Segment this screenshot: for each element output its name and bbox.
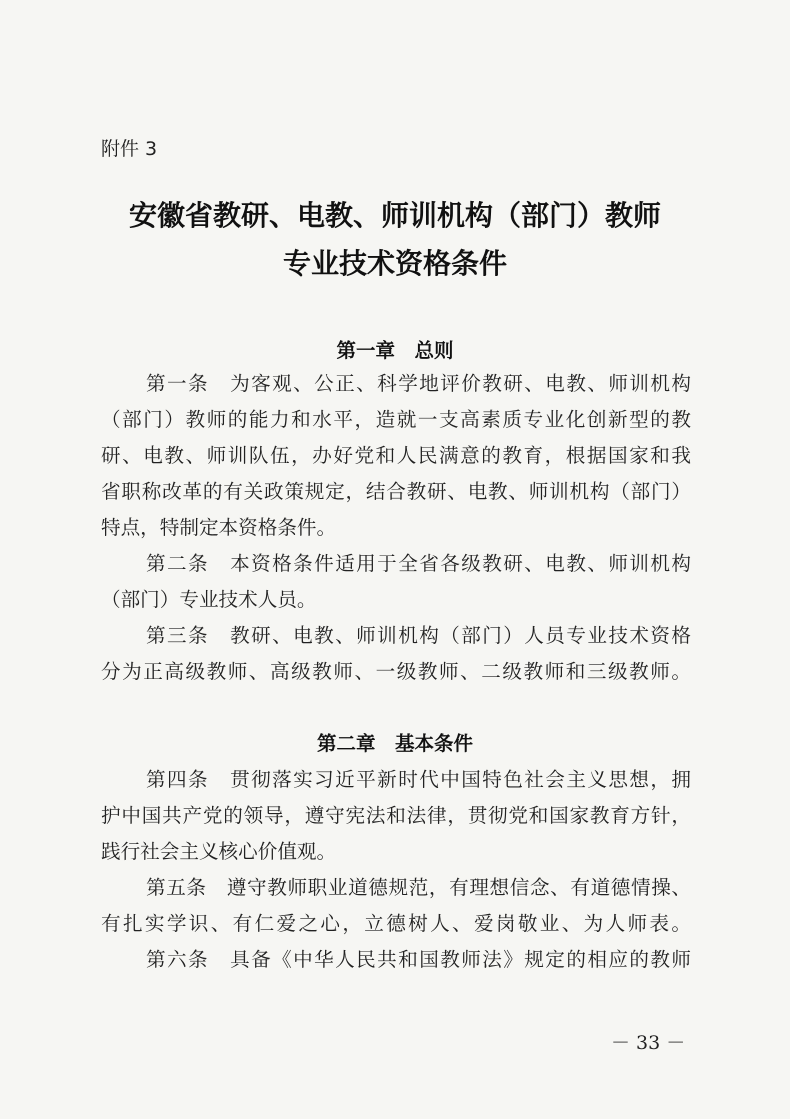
document-title-line-1: 安徽省教研、电教、师训机构（部门）教师: [128, 199, 661, 232]
article-1-line-2: （部门）教师的能力和水平，造就一支高素质专业化创新型的教: [101, 408, 691, 431]
chapter-1-heading: 第一章 总则: [336, 339, 454, 362]
article-2-line-2: （部门）专业技术人员。: [101, 588, 317, 611]
article-1-line-4: 省职称改革的有关政策规定，结合教研、电教、师训机构（部门）: [101, 480, 691, 503]
article-1-line-3: 研、电教、师训队伍，办好党和人民满意的教育，根据国家和我: [101, 444, 691, 467]
page-number: － 33 －: [611, 1032, 686, 1054]
article-5-line-1: 第五条 遵守教师职业道德规范，有理想信念、有道德情操、: [146, 876, 691, 899]
article-1-line-1: 第一条 为客观、公正、科学地评价教研、电教、师训机构: [146, 372, 691, 395]
article-4-line-3: 践行社会主义核心价值观。: [101, 840, 337, 863]
article-4-line-1: 第四条 贯彻落实习近平新时代中国特色社会主义思想，拥: [146, 768, 691, 791]
article-3-line-2: 分为正高级教师、高级教师、一级教师、二级教师和三级教师。: [101, 660, 691, 683]
article-2-line-1: 第二条 本资格条件适用于全省各级教研、电教、师训机构: [146, 552, 691, 575]
document-title-line-2: 专业技术资格条件: [282, 247, 507, 280]
article-5-line-2: 有扎实学识、有仁爱之心，立德树人、爱岗敬业、为人师表。: [101, 912, 691, 935]
attachment-label: 附件 3: [101, 138, 158, 160]
article-4-line-2: 护中国共产党的领导，遵守宪法和法律，贯彻党和国家教育方针，: [101, 804, 691, 827]
article-1-line-5: 特点，特制定本资格条件。: [101, 516, 337, 539]
chapter-2-heading: 第二章 基本条件: [316, 732, 473, 755]
article-3-line-1: 第三条 教研、电教、师训机构（部门）人员专业技术资格: [146, 624, 691, 647]
article-6-line-1: 第六条 具备《中华人民共和国教师法》规定的相应的教师: [146, 948, 691, 971]
